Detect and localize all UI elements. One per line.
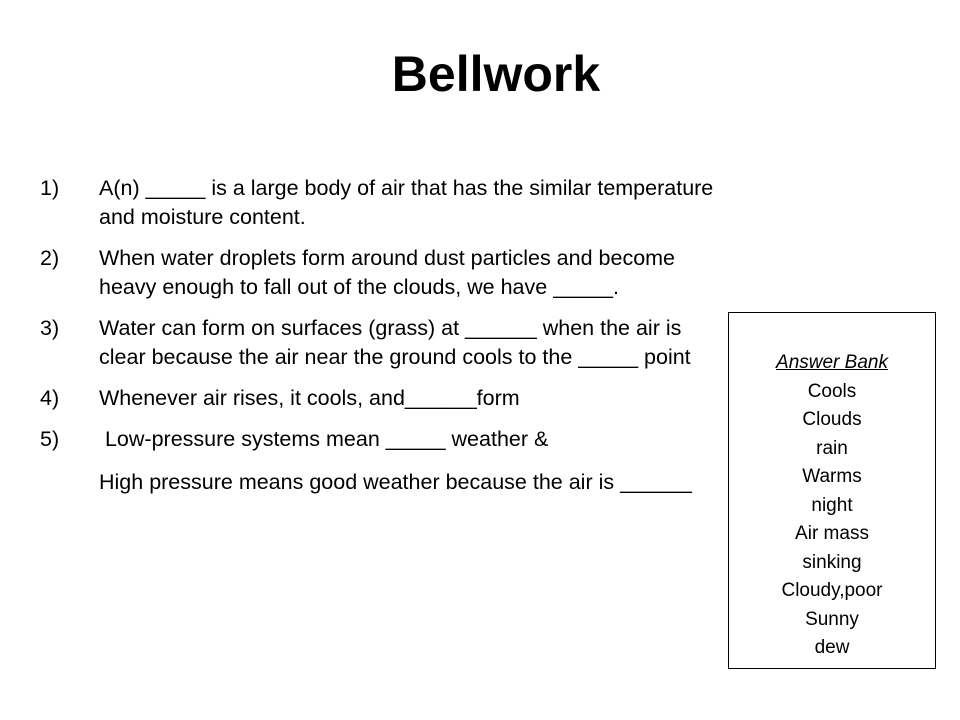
question-text: A(n) _____ is a large body of air that has the similar temperature and moisture content. (99, 176, 714, 229)
question-number: 3) (40, 316, 60, 340)
answer-bank-item: Sunny (805, 608, 859, 630)
answer-bank-item: rain (816, 437, 848, 459)
answer-bank-item: dew (814, 637, 850, 658)
answer-bank-item: Warms (802, 466, 862, 487)
answer-bank-item: Clouds (802, 409, 862, 430)
question-number: 2) (40, 246, 60, 270)
answer-bank-item: Cools (807, 380, 857, 402)
question-item (40, 425, 720, 497)
question-list (40, 174, 720, 509)
answer-bank-item: Air mass (795, 523, 869, 544)
question-item (40, 314, 720, 372)
question-continuation: High pressure means good weather because the air is ______ (99, 470, 692, 494)
answer-bank-item: sinking (802, 551, 862, 573)
question-item (40, 384, 720, 413)
answer-bank-item: Cloudy,poor (781, 580, 883, 601)
answer-bank-item: night (811, 494, 853, 516)
question-text: Whenever air rises, it cools, and______form (99, 386, 520, 410)
question-item (40, 174, 720, 232)
page-title: Bellwork (391, 46, 601, 102)
question-number: 5) (40, 427, 60, 451)
question-number: 1) (40, 176, 60, 200)
question-text: Low-pressure systems mean _____ weather & (99, 427, 549, 451)
question-number: 4) (40, 386, 60, 410)
answer-bank-title: Answer Bank (776, 352, 888, 373)
question-text: Water can form on surfaces (grass) at ______ when the air is clear because the air near the ground cools to the _____ point (99, 316, 691, 369)
question-item (40, 244, 720, 302)
question-text: When water droplets form around dust particles and become heavy enough to fall out of the clouds, we have _____. (99, 246, 676, 299)
answer-bank (728, 312, 936, 669)
